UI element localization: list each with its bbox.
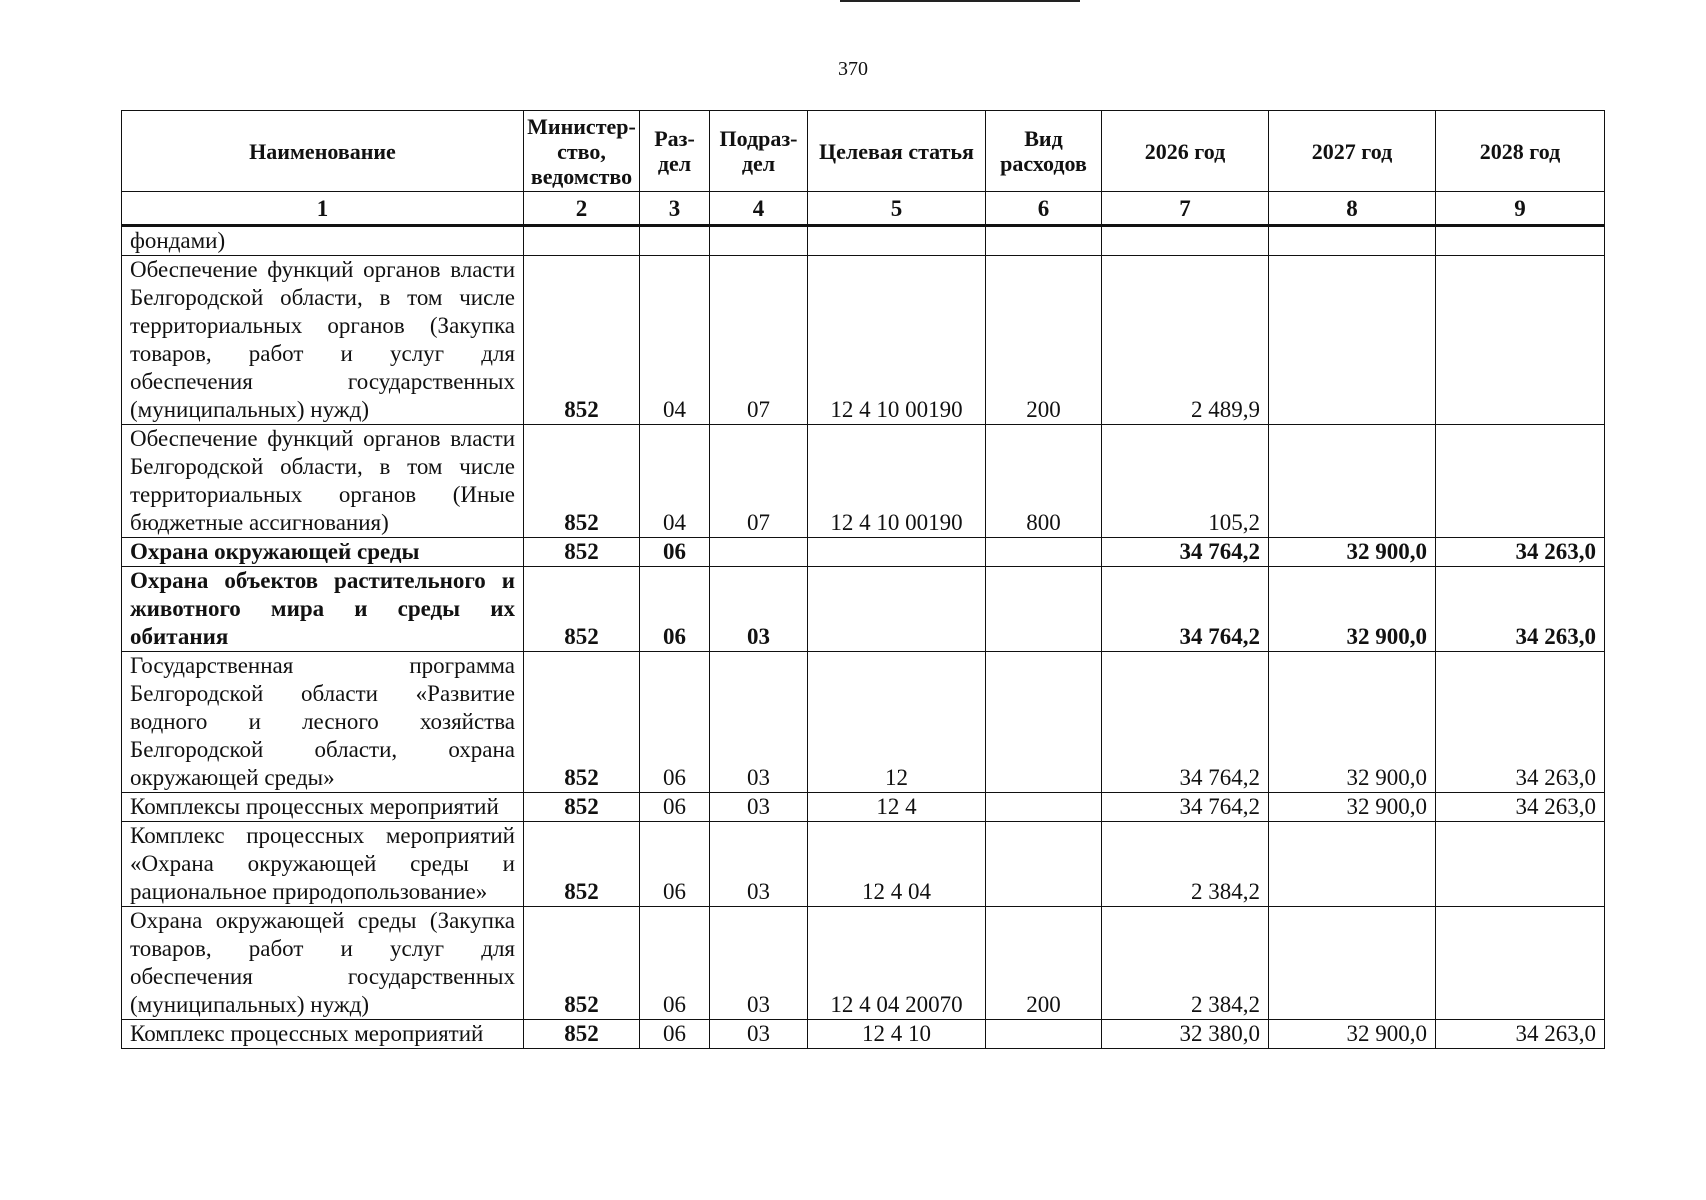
cell-ministry: 852	[524, 793, 640, 822]
cell-expense-type	[986, 538, 1102, 567]
cell-2027: 32 900,0	[1269, 567, 1436, 652]
cell-expense-type	[986, 226, 1102, 256]
cell-subsection: 03	[710, 652, 808, 793]
cell-target: 12 4 10	[808, 1020, 986, 1049]
cell-2026: 2 384,2	[1102, 822, 1269, 907]
cell-target: 12 4 10 00190	[808, 425, 986, 538]
cell-name: Государственная программа Белгородской области «Развитие водного и лесного хозяйства Белгородской области, охрана окружающей среды»	[122, 652, 524, 793]
table-row	[122, 1020, 1605, 1049]
table-row	[122, 907, 1605, 1020]
cell-target: 12 4 10 00190	[808, 256, 986, 425]
header-number: 2	[524, 192, 640, 226]
cell-target: 12	[808, 652, 986, 793]
cell-expense-type	[986, 1020, 1102, 1049]
cell-subsection: 07	[710, 256, 808, 425]
header-row	[122, 111, 1605, 192]
cell-ministry: 852	[524, 425, 640, 538]
cell-name: Охрана объектов растительного и животного мира и среды их обитания	[122, 567, 524, 652]
cell-2026: 34 764,2	[1102, 567, 1269, 652]
cell-2026: 2 384,2	[1102, 907, 1269, 1020]
cell-section: 06	[640, 793, 710, 822]
table-row	[122, 567, 1605, 652]
header-2028: 2028 год	[1436, 111, 1605, 192]
cell-2027	[1269, 425, 1436, 538]
page-number: 370	[838, 58, 868, 80]
table-row	[122, 256, 1605, 425]
table-row	[122, 425, 1605, 538]
cell-target: 12 4 04	[808, 822, 986, 907]
cell-ministry: 852	[524, 538, 640, 567]
header-2027: 2027 год	[1269, 111, 1436, 192]
cell-expense-type	[986, 567, 1102, 652]
header-number: 4	[710, 192, 808, 226]
cell-2026: 105,2	[1102, 425, 1269, 538]
cell-expense-type: 200	[986, 907, 1102, 1020]
cell-2026: 34 764,2	[1102, 793, 1269, 822]
cell-2027	[1269, 822, 1436, 907]
header-number: 9	[1436, 192, 1605, 226]
cell-2028: 34 263,0	[1436, 793, 1605, 822]
header-2026: 2026 год	[1102, 111, 1269, 192]
budget-table	[121, 110, 1605, 1049]
cell-2027: 32 900,0	[1269, 1020, 1436, 1049]
cell-2028: 34 263,0	[1436, 1020, 1605, 1049]
cell-name: Охрана окружающей среды	[122, 538, 524, 567]
cell-ministry: 852	[524, 256, 640, 425]
cell-target: 12 4	[808, 793, 986, 822]
cell-name: Обеспечение функций органов власти Белгородской области, в том числе территориальных органов (Иные бюджетные ассигнования)	[122, 425, 524, 538]
cell-2026: 2 489,9	[1102, 256, 1269, 425]
cell-subsection: 03	[710, 793, 808, 822]
cell-2027: 32 900,0	[1269, 652, 1436, 793]
header-subsection: Подраз-дел	[710, 111, 808, 192]
cell-target	[808, 538, 986, 567]
cell-2028: 34 263,0	[1436, 652, 1605, 793]
cell-2027: 32 900,0	[1269, 793, 1436, 822]
header-ministry: Министер-ство, ведомство	[524, 111, 640, 192]
cell-section: 06	[640, 567, 710, 652]
cell-2027	[1269, 256, 1436, 425]
cell-2027: 32 900,0	[1269, 538, 1436, 567]
cell-ministry: 852	[524, 652, 640, 793]
table-row	[122, 226, 1605, 256]
cell-expense-type	[986, 822, 1102, 907]
cell-name: Комплекс процессных мероприятий	[122, 1020, 524, 1049]
cell-2026: 32 380,0	[1102, 1020, 1269, 1049]
cell-section: 06	[640, 538, 710, 567]
cell-ministry: 852	[524, 567, 640, 652]
header-number: 3	[640, 192, 710, 226]
cell-expense-type: 200	[986, 256, 1102, 425]
cell-2028: 34 263,0	[1436, 567, 1605, 652]
cell-ministry: 852	[524, 822, 640, 907]
cell-expense-type: 800	[986, 425, 1102, 538]
cell-expense-type	[986, 793, 1102, 822]
header-number: 5	[808, 192, 986, 226]
cell-subsection: 03	[710, 907, 808, 1020]
cell-subsection: 03	[710, 822, 808, 907]
cell-name: Комплексы процессных мероприятий	[122, 793, 524, 822]
cell-2026	[1102, 226, 1269, 256]
cell-subsection	[710, 538, 808, 567]
table-body	[122, 226, 1605, 1049]
cell-section: 04	[640, 425, 710, 538]
cell-name: Охрана окружающей среды (Закупка товаров, работ и услуг для обеспечения государственных (муниципальных) нужд)	[122, 907, 524, 1020]
table-row	[122, 793, 1605, 822]
header-number: 6	[986, 192, 1102, 226]
table-row	[122, 652, 1605, 793]
top-edge-line	[840, 0, 1080, 2]
cell-ministry: 852	[524, 907, 640, 1020]
cell-section: 06	[640, 652, 710, 793]
header-expense-type: Вид расходов	[986, 111, 1102, 192]
cell-section: 06	[640, 822, 710, 907]
cell-2028	[1436, 256, 1605, 425]
cell-2028	[1436, 226, 1605, 256]
header-target: Целевая статья	[808, 111, 986, 192]
cell-2028	[1436, 907, 1605, 1020]
cell-ministry: 852	[524, 1020, 640, 1049]
cell-2026: 34 764,2	[1102, 652, 1269, 793]
cell-2027	[1269, 226, 1436, 256]
cell-section: 06	[640, 1020, 710, 1049]
header-number: 1	[122, 192, 524, 226]
cell-subsection: 07	[710, 425, 808, 538]
header-number-row	[122, 192, 1605, 226]
header-number: 7	[1102, 192, 1269, 226]
cell-subsection	[710, 226, 808, 256]
cell-2028	[1436, 425, 1605, 538]
cell-target	[808, 226, 986, 256]
header-name: Наименование	[122, 111, 524, 192]
table-row	[122, 538, 1605, 567]
cell-target	[808, 567, 986, 652]
cell-name: Комплекс процессных мероприятий «Охрана окружающей среды и рациональное природопользование»	[122, 822, 524, 907]
cell-2028: 34 263,0	[1436, 538, 1605, 567]
cell-expense-type	[986, 652, 1102, 793]
header-number: 8	[1269, 192, 1436, 226]
cell-target: 12 4 04 20070	[808, 907, 986, 1020]
cell-name: фондами)	[122, 226, 524, 256]
table-row	[122, 822, 1605, 907]
cell-subsection: 03	[710, 567, 808, 652]
cell-2027	[1269, 907, 1436, 1020]
cell-section	[640, 226, 710, 256]
cell-subsection: 03	[710, 1020, 808, 1049]
cell-name: Обеспечение функций органов власти Белгородской области, в том числе территориальных органов (Закупка товаров, работ и услуг для обеспечения государственных (муниципальных) нужд)	[122, 256, 524, 425]
header-section: Раз-дел	[640, 111, 710, 192]
cell-ministry	[524, 226, 640, 256]
cell-section: 06	[640, 907, 710, 1020]
cell-section: 04	[640, 256, 710, 425]
cell-2028	[1436, 822, 1605, 907]
cell-2026: 34 764,2	[1102, 538, 1269, 567]
